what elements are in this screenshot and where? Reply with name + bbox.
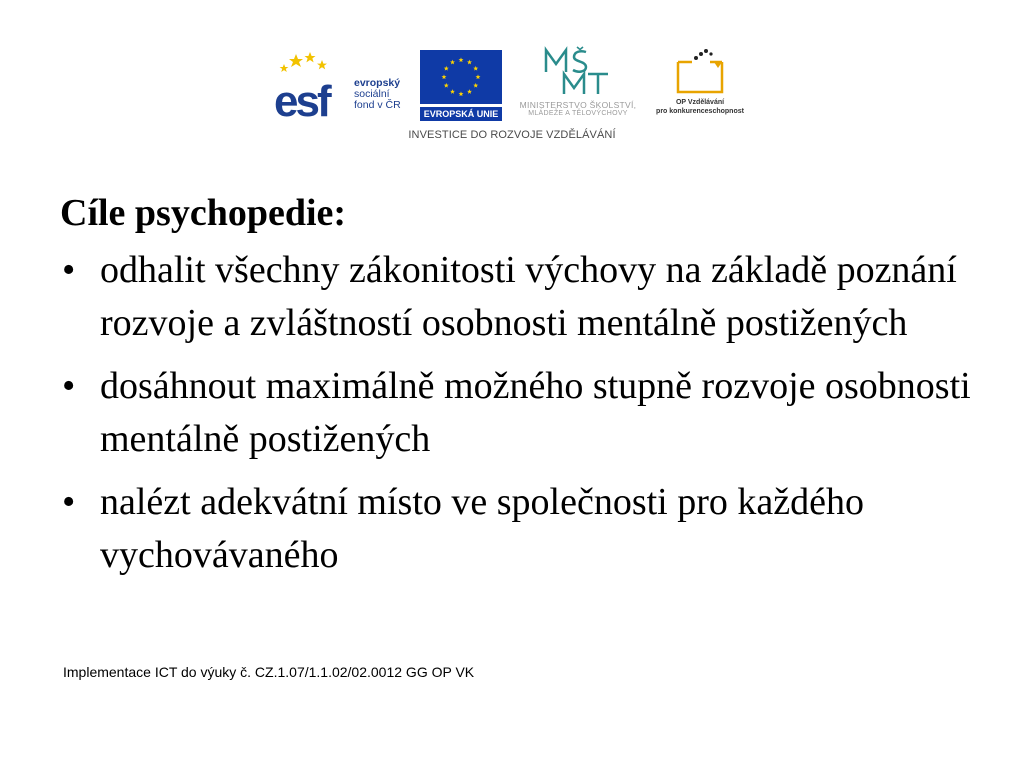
eu-star-icon [442, 74, 447, 79]
bullet-dot-icon: • [62, 365, 76, 407]
svg-text:esf: esf [274, 77, 329, 120]
eu-star-icon [476, 74, 481, 79]
eu-flag-icon [420, 50, 502, 104]
op-vk-line-2: pro konkurenceschopnost [656, 108, 744, 115]
eu-logo [420, 50, 502, 120]
bullet-item [60, 360, 980, 466]
msmt-mark-icon [542, 46, 612, 96]
esf-mark-icon [274, 50, 352, 120]
msmt-logo [508, 46, 648, 124]
esf-line-1: evropský [354, 77, 401, 89]
eu-star-icon [450, 89, 455, 94]
bullet-dot-icon: • [62, 481, 76, 523]
footer-text: Implementace ICT do výuky č. CZ.1.07/1.1.02/02.0012 GG OP VK [63, 664, 475, 680]
esf-logo [274, 50, 414, 120]
op-vk-line-1: OP Vzdělávání [675, 99, 725, 106]
slide-content [60, 190, 980, 592]
eu-label: EVROPSKÁ UNIE [420, 107, 502, 121]
eu-star-icon [459, 91, 464, 96]
eu-star-icon [473, 83, 478, 88]
esf-text [354, 78, 416, 111]
bullet-item [60, 244, 980, 350]
msmt-line-1: MINISTERSTVO ŠKOLSTVÍ, [519, 100, 637, 110]
bullet-text: nalézt adekvátní místo ve společnosti pro každého vychovávaného [100, 481, 864, 576]
slide-heading: Cíle psychopedie: [60, 192, 347, 234]
op-vk-logo [650, 48, 750, 128]
logo-band [272, 44, 752, 144]
bullet-item [60, 476, 980, 582]
eu-star-icon [459, 57, 464, 62]
msmt-text [508, 100, 648, 117]
eu-star-icon [444, 83, 449, 88]
eu-star-icon [467, 60, 472, 65]
op-vk-text [650, 98, 750, 116]
op-vk-mark-icon [670, 48, 730, 96]
bullet-text: dosáhnout maximálně možného stupně rozvoje osobnosti mentálně postižených [100, 365, 971, 460]
investice-tagline: INVESTICE DO ROZVOJE VZDĚLÁVÁNÍ [408, 129, 616, 141]
bullet-text: odhalit všechny zákonitosti výchovy na základě poznání rozvoje a zvláštností osobnosti mentálně postižených [100, 249, 957, 344]
msmt-line-2: MLÁDEŽE A TĚLOVÝCHOVY [528, 110, 628, 117]
esf-line-2: sociální [354, 88, 390, 100]
esf-line-3: fond v ČR [354, 99, 401, 111]
eu-star-icon [467, 89, 472, 94]
eu-star-icon [473, 66, 478, 71]
bullet-dot-icon: • [62, 249, 76, 291]
eu-star-icon [444, 66, 449, 71]
bullet-list [60, 244, 980, 582]
eu-star-icon [450, 60, 455, 65]
